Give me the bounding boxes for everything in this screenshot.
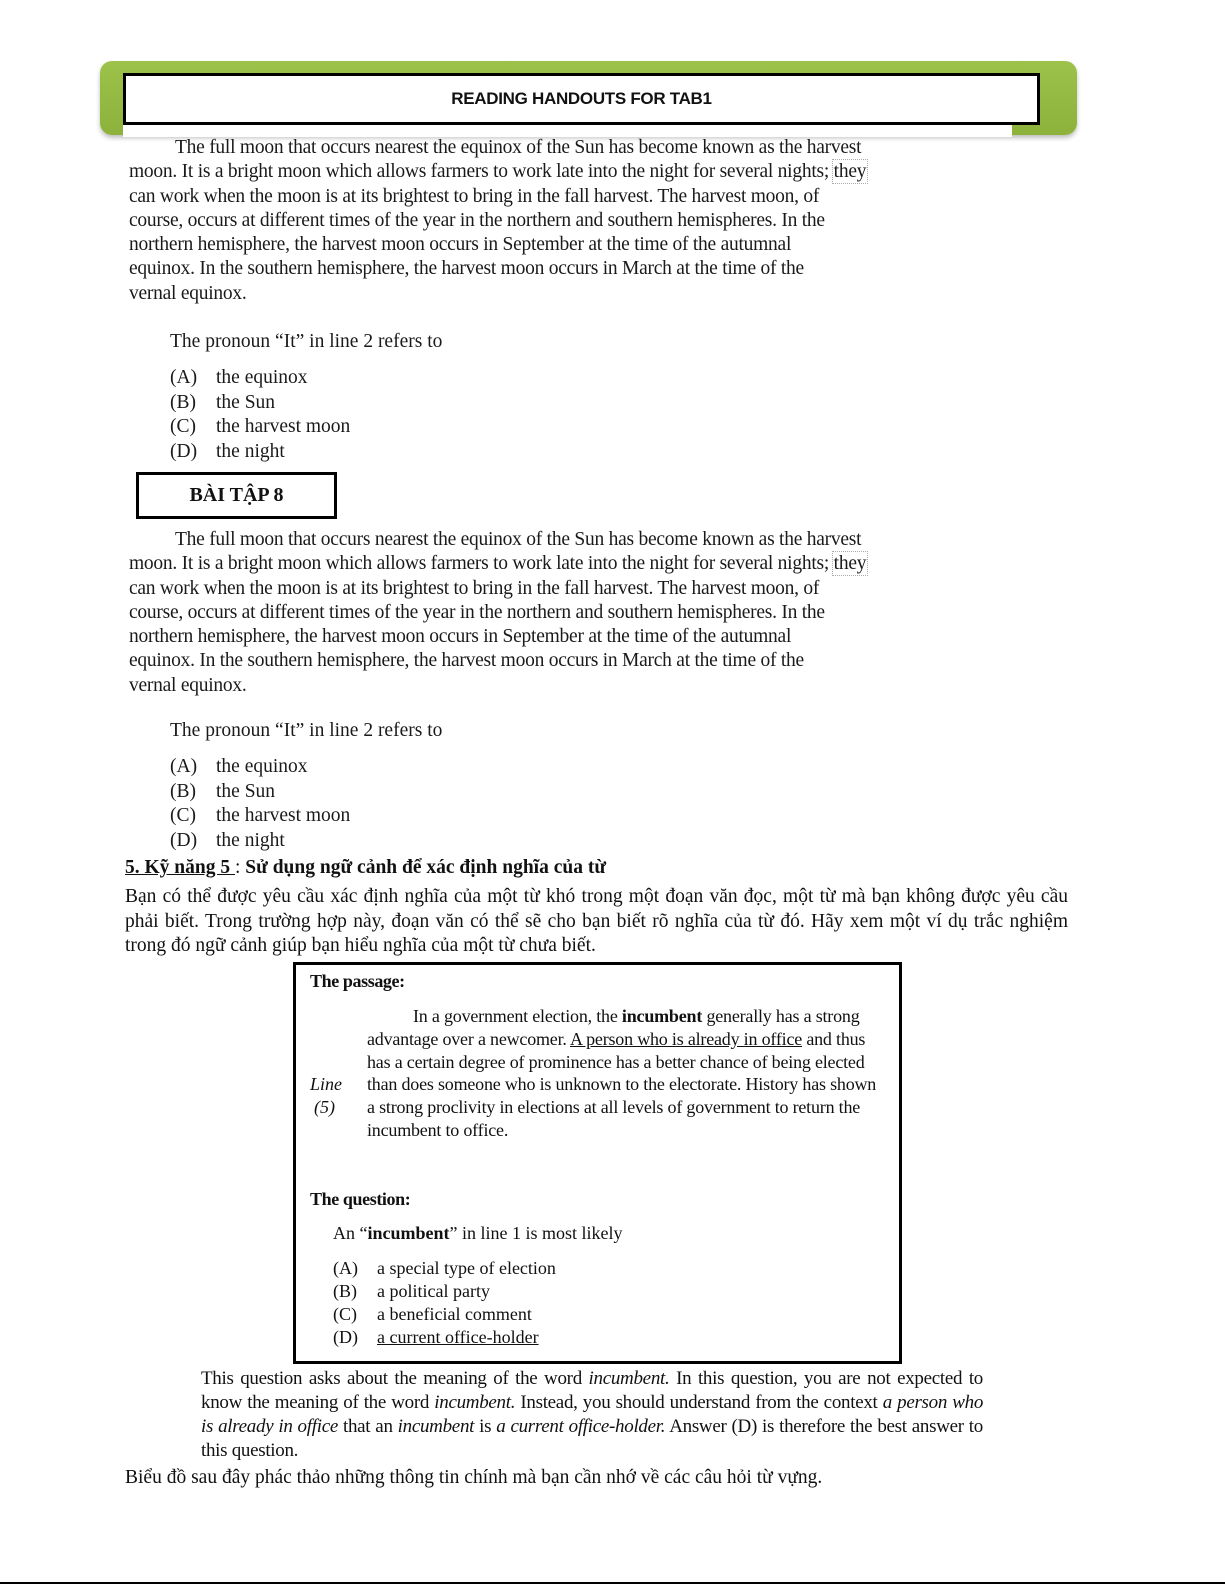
question-stem: The pronoun “It” in line 2 refers to [170,720,443,741]
passage-heading: The passage: [310,971,405,991]
context-clue: A person who is already in office [570,1028,803,1049]
passage-1 [129,136,999,306]
passage-line: vernal equinox. [129,282,247,304]
passage-line: northern hemisphere, the harvest moon occurs in September at the time of the autumnal [129,234,792,256]
passage-line: can work when the moon is at its brightest to bring in the fall harvest. The harvest moon, of [129,185,820,207]
passage-line: northern hemisphere, the harvest moon occurs in September at the time of the autumnal [129,626,792,648]
skill-title: Sử dụng ngữ cảnh để xác định nghĩa của từ [245,857,607,878]
skill-number: 5. Kỹ năng 5 [125,857,235,878]
question-2 [170,719,442,853]
highlighted-word: they [833,161,867,183]
page-bottom-rule [0,1582,1225,1584]
answer-option-a: (A) the equinox [170,367,308,388]
example-question [333,1223,623,1349]
passage-line: moon. It is a bright moon which allows farmers to work late into the night for several nights; they [129,553,867,575]
question-stem: An “incumbent” in line 1 is most likely [333,1223,623,1243]
skill-heading: 5. Kỹ năng 5 : Sử dụng ngữ cảnh để xác định nghĩa của từ [125,857,607,878]
passage-line: The full moon that occurs nearest the equinox of the Sun has become known as the harvest [175,137,862,158]
example-box [293,962,902,1364]
passage-line: equinox. In the southern hemisphere, the harvest moon occurs in March at the time of the [129,650,804,672]
skill-description: Bạn có thể được yêu cầu xác định nghĩa của một từ khó trong một đoạn văn đọc, một từ mà bạn không được yêu cầu phải biết. Trong trường hợp này, đoạn văn có thể sẽ cho bạn biết rõ nghĩa của từ đó. Hãy xem một ví dụ trắc nghiệm trong đó ngữ cảnh giúp bạn hiểu nghĩa của một từ chưa biết. [125,886,1068,956]
passage-2 [129,528,984,698]
exercise-title-box: BÀI TẬP 8 [136,472,337,519]
passage-line: course, occurs at different times of the year in the northern and southern hemispheres. In the [129,601,825,623]
answer-option-d: (D) the night [170,829,285,851]
answer-option-c: (C) the harvest moon [170,805,351,826]
highlighted-word: they [833,553,867,575]
answer-option-c: (C) a beneficial comment [333,1304,532,1324]
question-heading: The question: [310,1189,411,1209]
answer-option-b: (B) the Sun [170,780,276,802]
line-number-label: Line (5) [310,1074,343,1117]
answer-option-c: (C) the harvest moon [170,416,351,437]
passage-line: vernal equinox. [129,674,247,696]
key-word: incumbent [621,1006,703,1026]
passage-line: The full moon that occurs nearest the equinox of the Sun has become known as the harvest [175,529,862,550]
passage-line: can work when the moon is at its brightest to bring in the fall harvest. The harvest moon, of [129,577,820,599]
passage-line: moon. It is a bright moon which allows farmers to work late into the night for several nights; they [129,161,867,183]
answer-option-b: (B) a political party [333,1281,490,1301]
question-stem: The pronoun “It” in line 2 refers to [170,331,443,352]
explanation: This question asks about the meaning of the word incumbent. In this question, you are not expected to know the meaning of the word incumbent. Instead, you should understand from the context a person who is already in office that an incumbent is a current office-holder. Answer (D) is therefore the best answer to this question. [201,1368,984,1461]
page-title: READING HANDOUTS FOR TAB1 [123,73,1040,125]
question-1 [170,330,442,464]
answer-option-a: (A) the equinox [170,756,308,777]
footer-text: Biểu đồ sau đây phác thảo những thông tin chính mà bạn cần nhớ về các câu hỏi từ vựng. [125,1467,823,1488]
answer-option-b: (B) the Sun [170,391,276,413]
correct-answer: a current office-holder [377,1327,539,1347]
example-passage: In a government election, the incumbent generally has a strong advantage over a newcomer. A person who is already in office and thus has a certain degree of prominence has a better chance of being elected than does someone who is unknown to the electorate. History has shown a strong proclivity in elections at all levels of government to return the incumbent to office. [367,1006,877,1140]
passage-line: course, occurs at different times of the year in the northern and southern hemispheres. In the [129,209,825,231]
answer-option-d: (D) a current office-holder [333,1327,539,1347]
passage-line: equinox. In the southern hemisphere, the harvest moon occurs in March at the time of the [129,258,804,280]
answer-option-a: (A) a special type of election [333,1258,556,1278]
answer-option-d: (D) the night [170,440,285,462]
